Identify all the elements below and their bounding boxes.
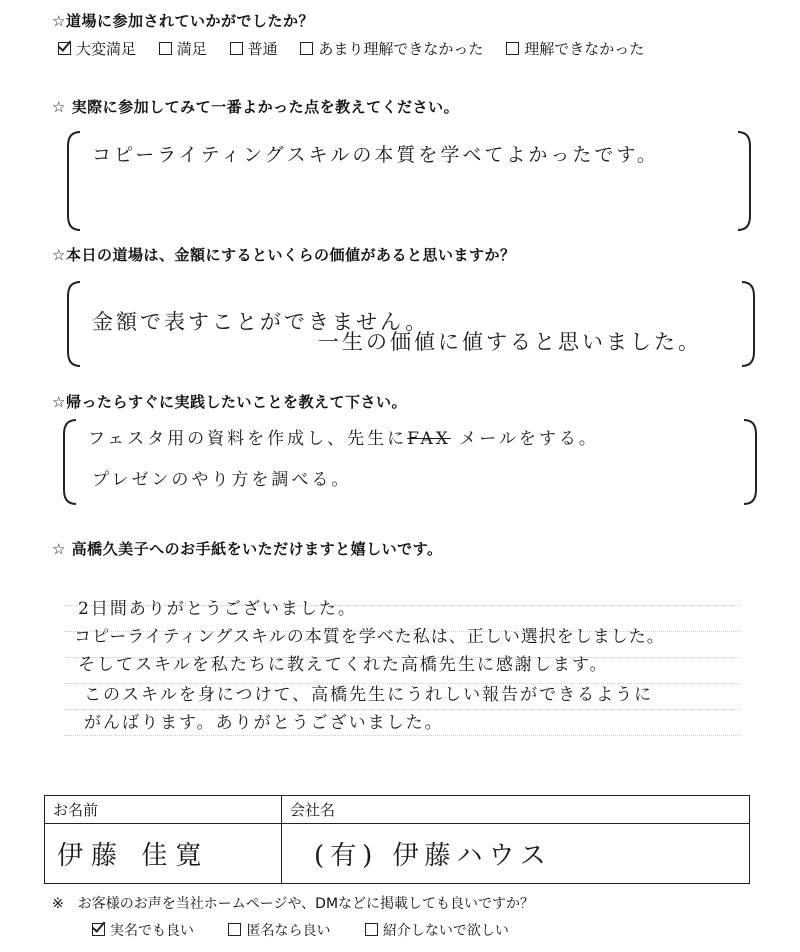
option-very-satisfied[interactable]: 大変満足: [58, 38, 136, 59]
checkbox-icon[interactable]: [228, 923, 241, 936]
question-satisfaction: ☆道場に参加されていかがでしたか？: [52, 12, 314, 30]
question-practice: ☆帰ったらすぐに実践したいことを教えて下さい。: [52, 393, 407, 411]
answer-best-point: コピーライティングスキルの本質を学べてよかったです。: [92, 144, 659, 166]
question-letter: ☆ 高橋久美子へのお手紙をいただけますと嬉しいです。: [52, 540, 443, 558]
checkbox-checked-icon[interactable]: [92, 923, 105, 936]
name-label: お名前: [45, 796, 282, 824]
company-value: (有) 伊藤ハウス: [314, 841, 552, 871]
checkbox-icon[interactable]: [159, 42, 172, 55]
option-not-understood-much[interactable]: あまり理解できなかった: [300, 38, 483, 59]
answer-value-line2: 一生の価値に値すると思いました。: [318, 330, 702, 354]
signature-table: [44, 795, 750, 884]
option-normal[interactable]: 普通: [230, 38, 278, 59]
name-field[interactable]: [45, 824, 282, 884]
letter-line: そしてスキルを私たちに教えてくれた高橋先生に感謝します。: [78, 655, 609, 675]
answer-value-line1: 金額で表すことができません。: [92, 310, 430, 334]
checkbox-icon[interactable]: [230, 42, 243, 55]
letter-line: がんばります。ありがとうございました。: [84, 713, 444, 733]
consent-options: [92, 920, 539, 940]
name-value: 伊藤 佳寛: [57, 841, 210, 871]
checkbox-icon[interactable]: [300, 42, 313, 55]
company-field[interactable]: [282, 824, 750, 884]
option-satisfied[interactable]: 満足: [159, 38, 207, 59]
letter-line: 2日間ありがとうございました。: [78, 599, 357, 619]
letter-line: このスキルを身につけて、高橋先生にうれしい報告ができるように: [84, 685, 654, 705]
option-anonymous[interactable]: 匿名なら良い: [228, 920, 330, 940]
question-best-point: ☆ 実際に参加してみて一番よかった点を教えてください。: [52, 98, 460, 116]
checkbox-icon[interactable]: [506, 42, 519, 55]
question-value: ☆本日の道場は、金額にするといくらの価値があると思いますか？: [52, 246, 516, 264]
satisfaction-options: [58, 38, 662, 59]
answer-practice-line2: プレゼンのやり方を調べる。: [92, 470, 352, 490]
answer-practice-line1: フェスタ用の資料を作成し、先生にFAX メールをする。: [88, 429, 599, 449]
checkbox-icon[interactable]: [365, 923, 378, 936]
letter-line: コピーライティングスキルの本質を学べた私は、正しい選択をしました。: [74, 627, 665, 647]
consent-note: ※ お客様のお声を当社ホームページや、DMなどに掲載しても良いですか？: [52, 896, 535, 912]
company-label: 会社名: [282, 796, 750, 824]
option-real-name[interactable]: 実名でも良い: [92, 920, 194, 940]
option-do-not-introduce[interactable]: 紹介しないで欲しい: [365, 920, 509, 940]
option-not-understood[interactable]: 理解できなかった: [506, 38, 644, 59]
checkbox-checked-icon[interactable]: [58, 42, 71, 55]
struck-text: FAX: [407, 429, 451, 449]
